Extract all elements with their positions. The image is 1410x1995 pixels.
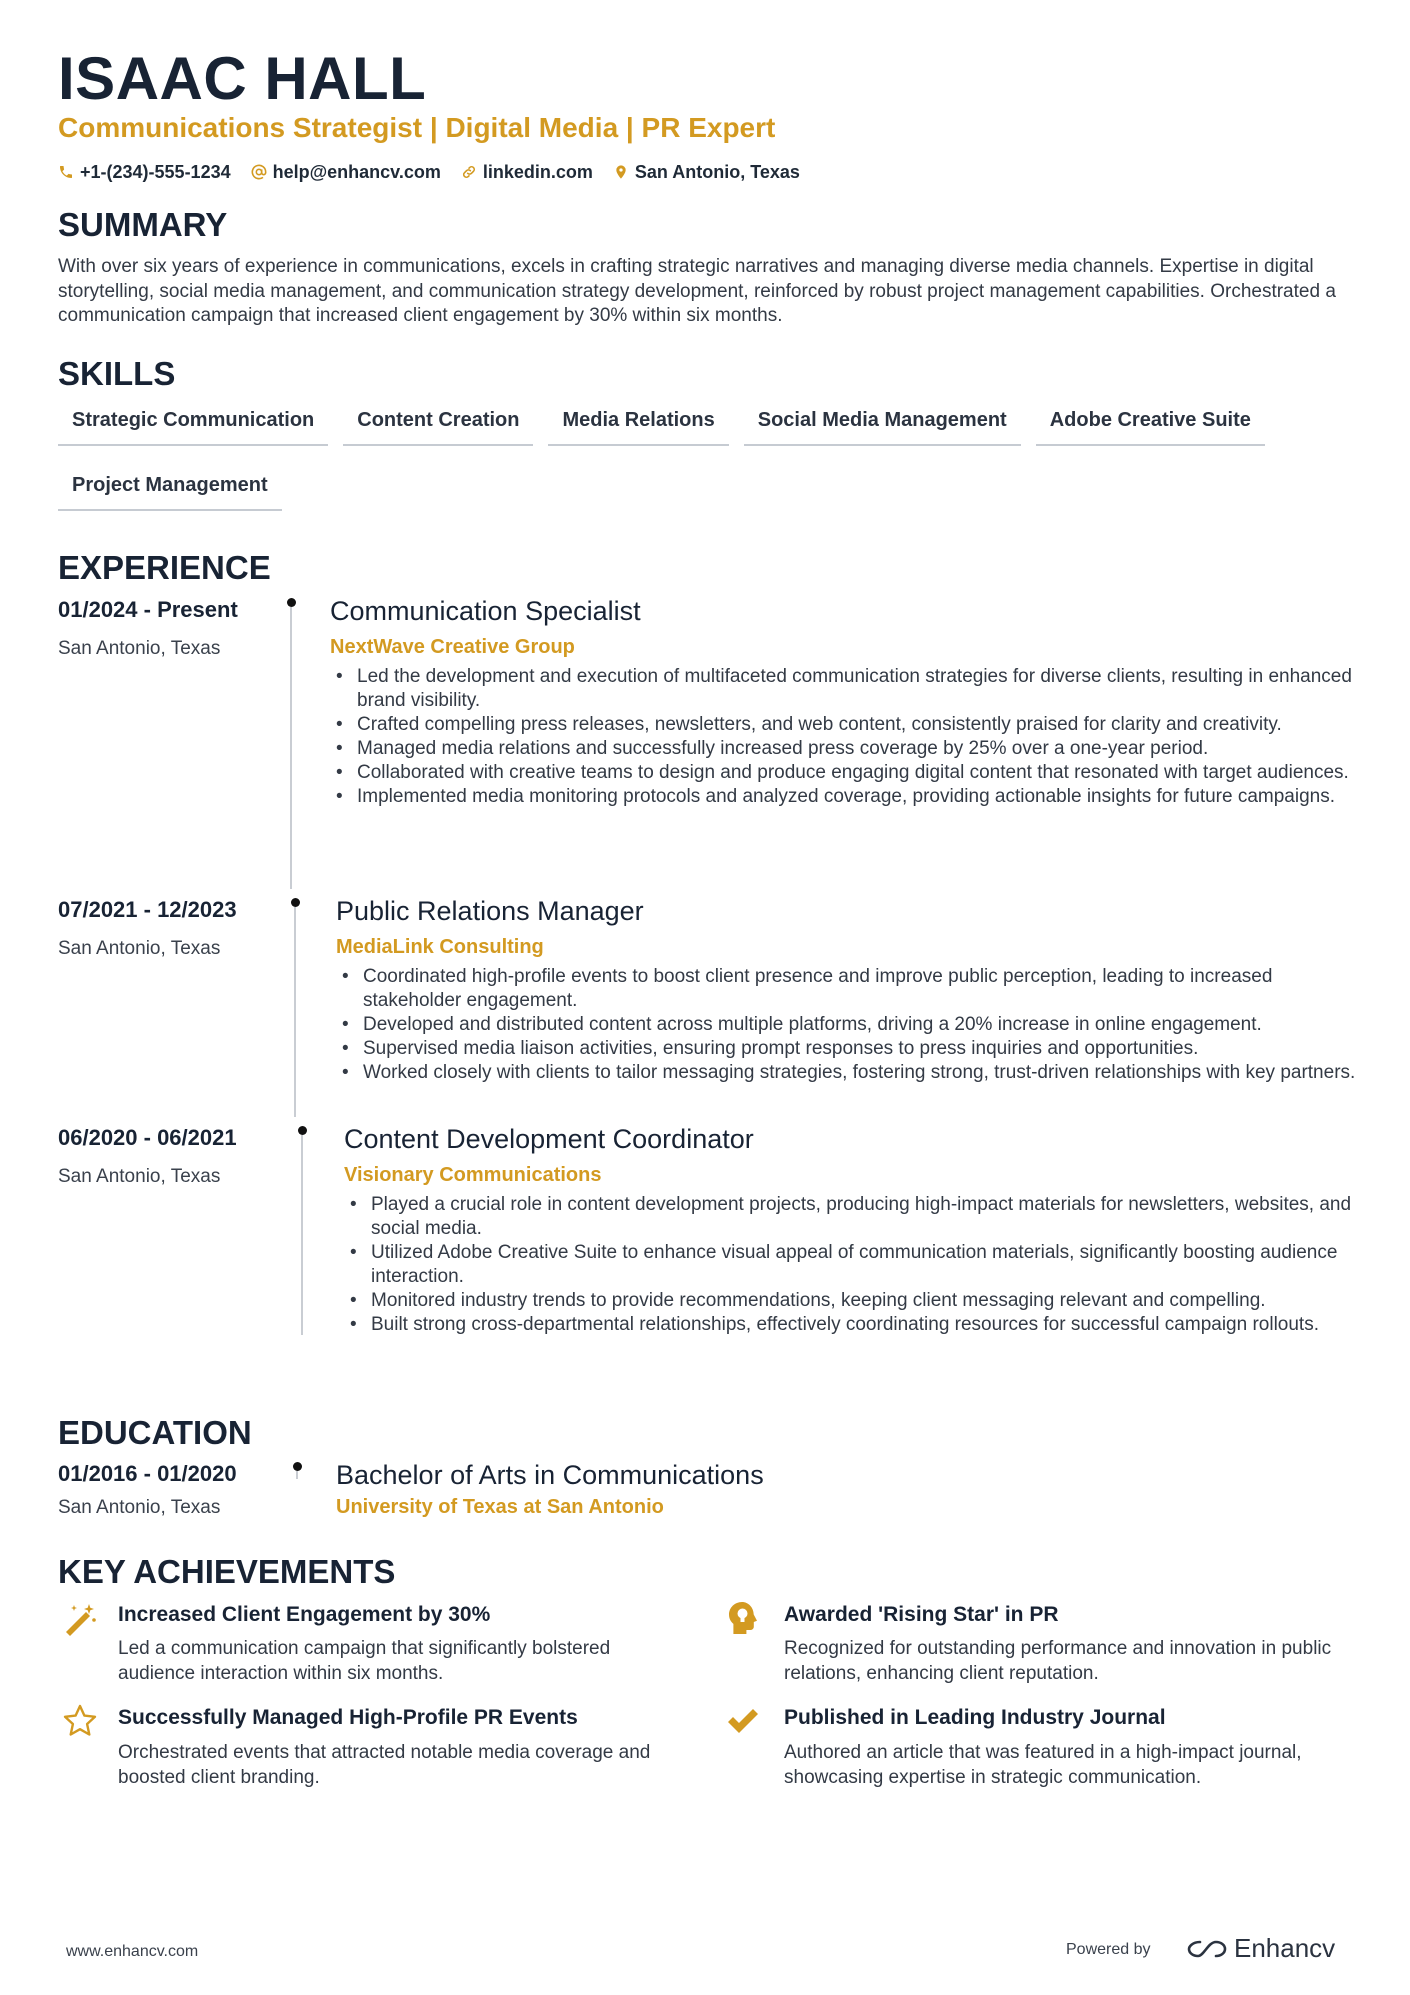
achievement-icon-wrap [62, 1600, 98, 1641]
achievement-title: Increased Client Engagement by 30% [118, 1603, 491, 1626]
job-company: NextWave Creative Group [330, 636, 575, 658]
job-title: Communication Specialist [330, 596, 641, 626]
education-school: University of Texas at San Antonio [336, 1496, 664, 1518]
job-bullet: • Crafted compelling press releases, newsletters, and web content, consistently praised for clarity and creativity. [330, 713, 1360, 737]
experience-heading: EXPERIENCE [58, 549, 271, 586]
head-lightbulb-icon [725, 1600, 761, 1636]
skill-tag: Strategic Communication [58, 406, 328, 446]
achievement-desc: Authored an article that was featured in a high-impact journal, showcasing expertise in strategic communication. [784, 1742, 1302, 1788]
contact-phone-text: +1-(234)-555-1234 [80, 162, 231, 182]
job-bullet: • Supervised media liaison activities, ensuring prompt responses to press inquiries and opportunities. [336, 1037, 1360, 1061]
contact-linkedin[interactable] [461, 158, 593, 186]
skill-tag: Social Media Management [744, 406, 1021, 446]
brand-logo[interactable] [1186, 1933, 1335, 1964]
timeline-dot [291, 898, 300, 907]
contact-linkedin-text: linkedin.com [482, 162, 593, 182]
job-bullet: • Built strong cross-departmental relationships, effectively coordinating resources for successful campaign rollouts. [344, 1313, 1360, 1337]
magic-wand-icon [62, 1600, 98, 1636]
job-title: Content Development Coordinator [344, 1124, 754, 1154]
job-bullet: • Implemented media monitoring protocols and analyzed coverage, providing actionable insights for future campaigns. [330, 785, 1360, 809]
job-bullet: • Coordinated high-profile events to boost client presence and improve public perception, leading to increased stakeholder engagement. [336, 965, 1360, 1013]
achievement-icon-wrap [725, 1703, 761, 1744]
achievement-title: Published in Leading Industry Journal [784, 1706, 1166, 1729]
achievement-desc: Recognized for outstanding performance and innovation in public relations, enhancing client reputation. [784, 1638, 1332, 1684]
skills-list [58, 406, 1368, 511]
timeline-line [296, 1471, 298, 1479]
achievement-desc: Orchestrated events that attracted notable media coverage and boosted client branding. [118, 1742, 651, 1788]
achievement-title: Successfully Managed High-Profile PR Events [118, 1706, 578, 1729]
job-bullet: • Led the development and execution of multifaceted communication strategies for diverse clients, resulting in enhanced brand visibility. [330, 665, 1360, 713]
education-dates: 01/2016 - 01/2020 [58, 1461, 237, 1486]
job-bullet: • Utilized Adobe Creative Suite to enhance visual appeal of communication materials, significantly boosting audience interaction. [344, 1241, 1360, 1289]
star-icon [62, 1703, 98, 1739]
contact-location-text: San Antonio, Texas [634, 162, 800, 182]
at-icon [251, 164, 267, 180]
job-bullet: • Monitored industry trends to provide recommendations, keeping client messaging relevant and compelling. [344, 1289, 1360, 1313]
skill-tag: Adobe Creative Suite [1036, 406, 1265, 446]
education-degree: Bachelor of Arts in Communications [336, 1460, 764, 1490]
contact-location [613, 158, 800, 186]
brand-name: Enhancv [1234, 1933, 1336, 1963]
achievement-icon-wrap [725, 1600, 761, 1641]
achievements-heading: KEY ACHIEVEMENTS [58, 1553, 396, 1590]
job-location: San Antonio, Texas [58, 1166, 221, 1187]
timeline-line [294, 907, 296, 1117]
job-company: MediaLink Consulting [336, 936, 544, 958]
contact-phone[interactable] [58, 158, 231, 186]
job-company: Visionary Communications [344, 1164, 602, 1186]
job-bullet: • Managed media relations and successfully increased press coverage by 25% over a one-year period. [330, 737, 1360, 761]
job-bullets [330, 665, 1360, 809]
phone-icon [58, 164, 74, 180]
enhancv-logo-icon [1186, 1937, 1228, 1961]
checkmark-icon [725, 1703, 761, 1739]
contact-email-text: help@enhancv.com [272, 162, 441, 182]
candidate-name: ISAAC HALL [58, 45, 427, 112]
job-bullets [344, 1193, 1360, 1337]
achievement-icon-wrap [62, 1703, 98, 1744]
achievement-desc: Led a communication campaign that significantly bolstered audience interaction within six months. [118, 1638, 611, 1684]
job-bullet: • Collaborated with creative teams to design and produce engaging digital content that resonated with target audiences. [330, 761, 1360, 785]
headline: Communications Strategist | Digital Media | PR Expert [58, 112, 776, 143]
skills-heading: SKILLS [58, 355, 176, 392]
job-location: San Antonio, Texas [58, 638, 221, 659]
job-dates: 01/2024 - Present [58, 597, 238, 622]
timeline-dot [293, 1462, 302, 1471]
education-heading: EDUCATION [58, 1414, 252, 1451]
timeline-line [301, 1135, 303, 1335]
job-bullets [336, 965, 1360, 1085]
achievement-title: Awarded 'Rising Star' in PR [784, 1603, 1059, 1626]
timeline-dot [287, 598, 296, 607]
job-bullet: • Worked closely with clients to tailor messaging strategies, fostering strong, trust-driven relationships with key partners. [336, 1061, 1360, 1085]
skill-tag: Media Relations [548, 406, 728, 446]
footer-url[interactable]: www.enhancv.com [66, 1943, 199, 1960]
skill-tag: Project Management [58, 471, 282, 511]
education-location: San Antonio, Texas [58, 1497, 221, 1518]
link-icon [461, 164, 477, 180]
job-bullet: • Developed and distributed content across multiple platforms, driving a 20% increase in online engagement. [336, 1013, 1360, 1037]
timeline-dot [298, 1126, 307, 1135]
summary-text: With over six years of experience in communications, excels in crafting strategic narratives and managing diverse media channels. Expertise in digital storytelling, social media management, and communication strategy development, reinforced by robust project management capabilities. Orchestrated a communication campaign that increased client engagement by 30% within six months. [58, 256, 1336, 326]
job-dates: 06/2020 - 06/2021 [58, 1125, 237, 1150]
timeline-line [290, 607, 292, 889]
contact-bar [58, 158, 800, 186]
job-bullet: • Played a crucial role in content development projects, producing high-impact materials for newsletters, websites, and social media. [344, 1193, 1360, 1241]
powered-by-label: Powered by [1066, 1941, 1151, 1958]
location-pin-icon [613, 164, 629, 180]
contact-email[interactable] [251, 158, 441, 186]
summary-heading: SUMMARY [58, 206, 228, 243]
job-dates: 07/2021 - 12/2023 [58, 897, 237, 922]
skill-tag: Content Creation [343, 406, 533, 446]
job-title: Public Relations Manager [336, 896, 644, 926]
job-location: San Antonio, Texas [58, 938, 221, 959]
